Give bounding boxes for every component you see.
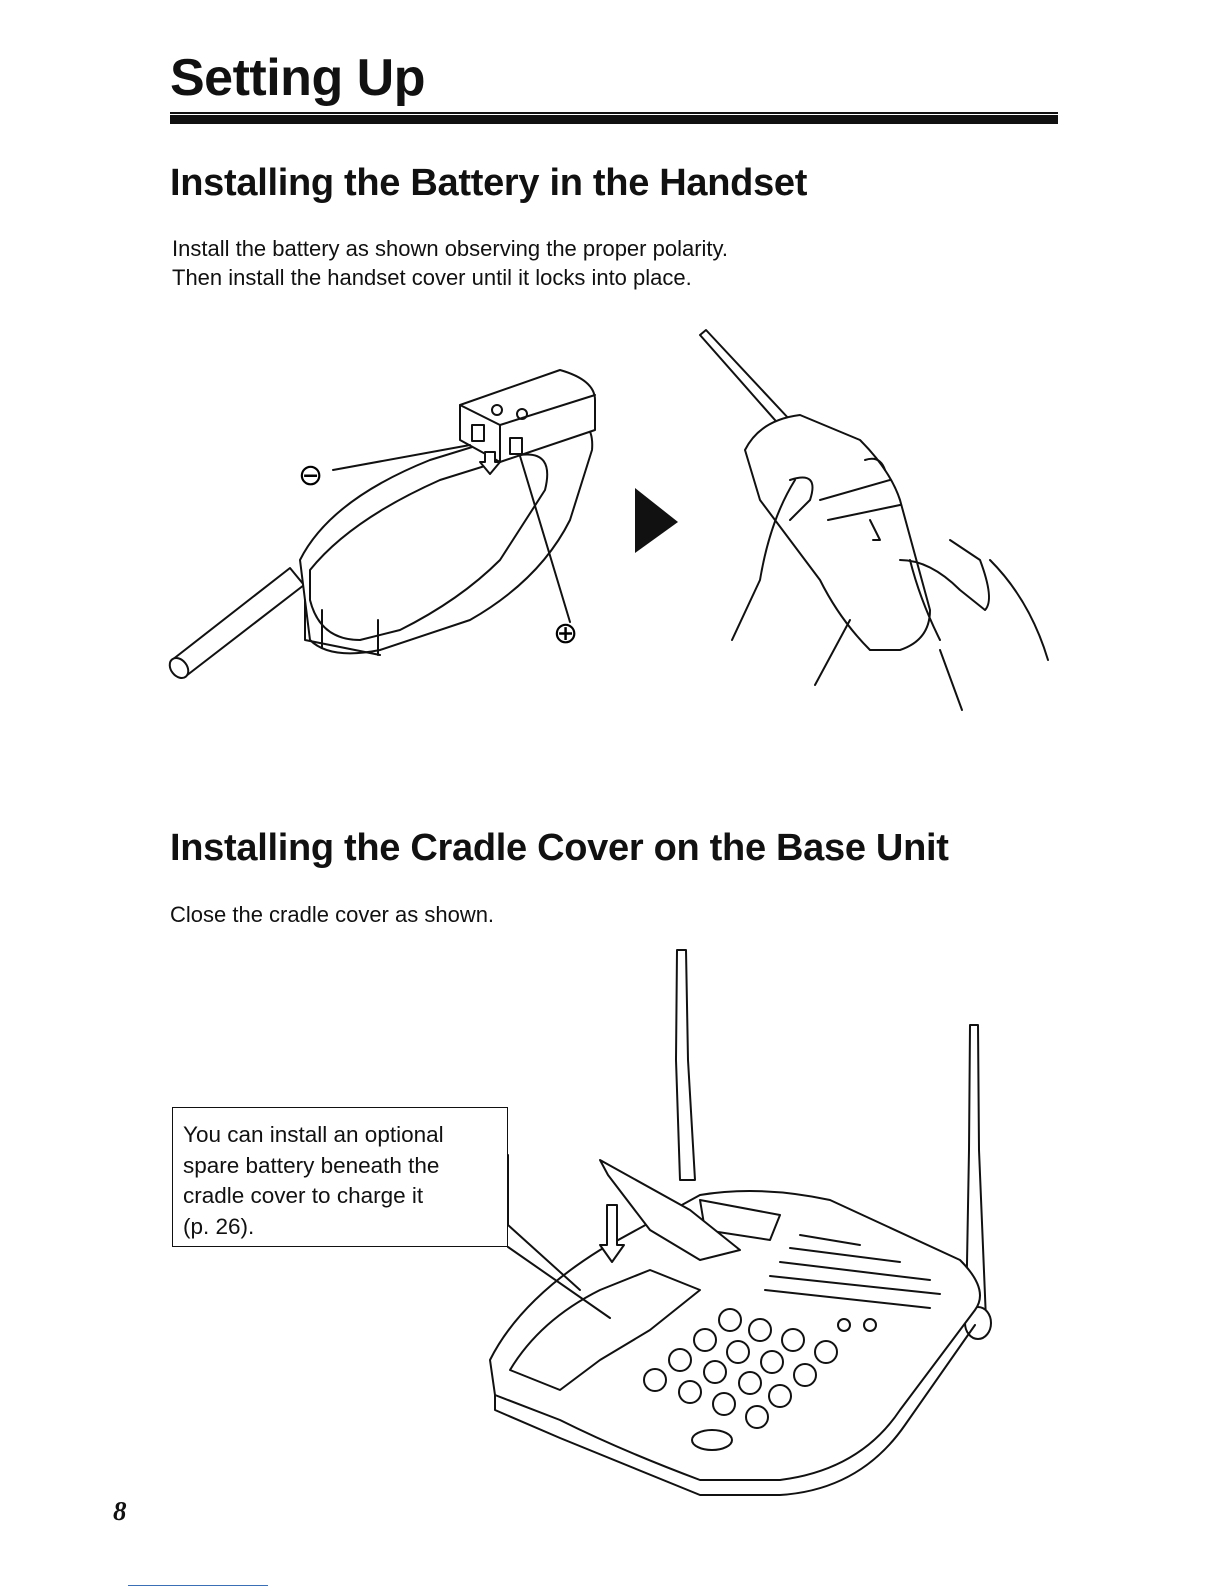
battery-instruction-line-2: Then install the handset cover until it locks into place. [172,265,692,290]
battery-section-heading: Installing the Battery in the Handset [170,162,808,204]
cradle-section-heading: Installing the Cradle Cover on the Base Unit [170,827,949,869]
handset-cover-illustration [700,330,1048,710]
handset-battery-illustration [166,370,595,682]
battery-instruction-line-1: Install the battery as shown observing the proper polarity. [172,236,729,261]
callout-line-2: spare battery beneath the [183,1152,440,1178]
spare-battery-callout [172,1107,508,1247]
next-step-arrow-icon [635,488,678,553]
base-unit-illustration [490,950,991,1495]
callout-line-4: (p. 26). [183,1213,255,1239]
minus-polarity-symbol: ⊖ [298,458,324,493]
callout-line-1: You can install an optional [183,1122,444,1147]
cradle-instructions: Close the cradle cover as shown. [170,902,495,927]
callout-line-3: cradle cover to charge it [183,1183,424,1208]
page-number: 8 [113,1496,127,1526]
plus-polarity-symbol: ⊕ [553,616,579,651]
page-title: Setting Up [170,49,425,107]
